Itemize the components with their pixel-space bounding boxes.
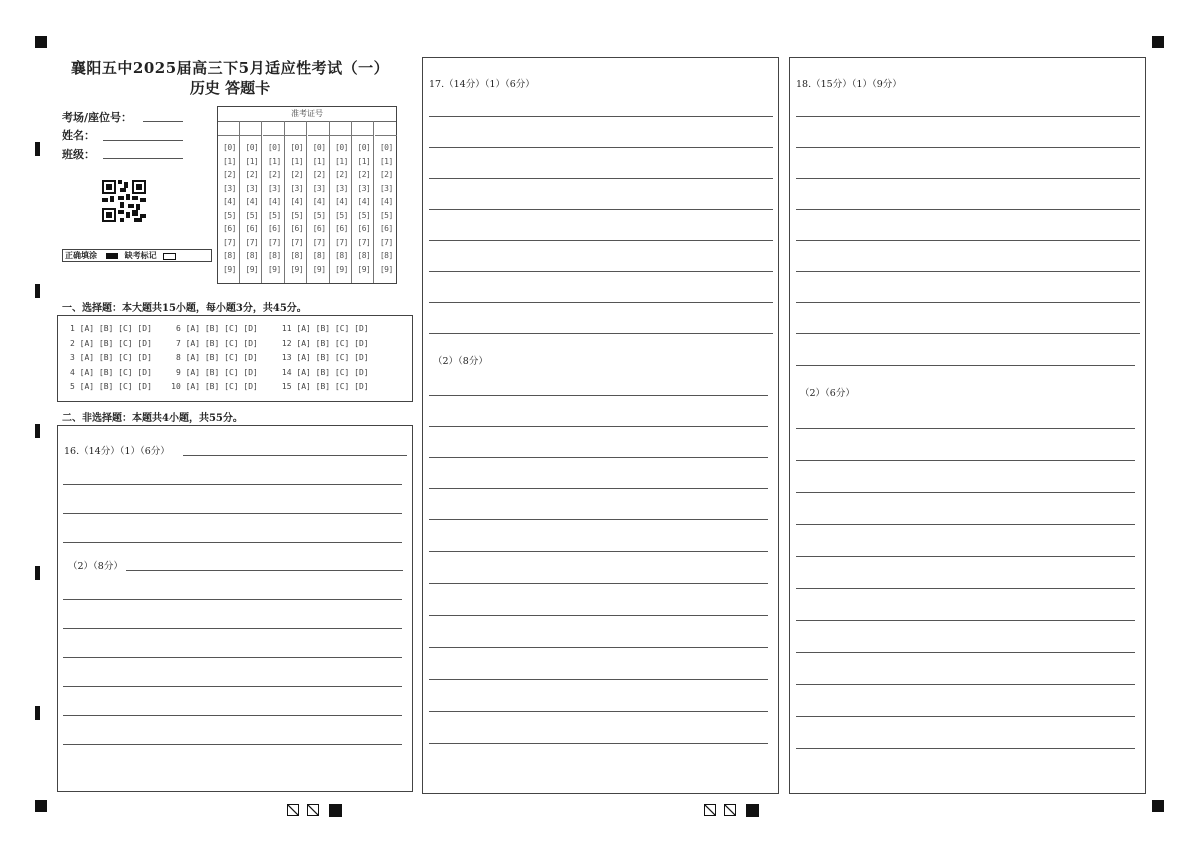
answer-line[interactable] [429, 615, 768, 616]
id-digit-bubble[interactable]: [9] [290, 264, 304, 274]
answer-line[interactable] [796, 556, 1135, 557]
id-digit-bubble[interactable]: [0] [245, 143, 259, 152]
id-digit-bubble[interactable]: [4] [223, 197, 236, 206]
answer-line[interactable] [429, 519, 768, 520]
id-digit-bubble[interactable]: [9] [267, 264, 281, 274]
qr-code [102, 180, 146, 222]
student-id-column [240, 121, 262, 283]
section1-title: 一、选择题：本大题共15小题，每小题3分，共45分。 [62, 303, 307, 314]
id-digit-bubble[interactable]: [6] [245, 224, 259, 233]
answer-line[interactable] [796, 271, 1140, 272]
answer-line[interactable] [63, 513, 402, 514]
id-digit-bubble[interactable]: [5] [245, 210, 259, 220]
id-digit-bubble[interactable]: [9] [312, 264, 326, 274]
student-id-write-cell[interactable] [330, 121, 351, 136]
id-digit-bubble[interactable]: [5] [357, 210, 371, 220]
id-digit-bubble[interactable]: [2] [379, 170, 393, 179]
section2-title: 二、非选择题：本题共4小题，共55分。 [62, 413, 243, 424]
student-id-column [218, 121, 240, 283]
page-mark-diag [287, 804, 299, 816]
id-digit-bubble[interactable]: [2] [223, 170, 236, 179]
answer-line[interactable] [796, 333, 1140, 334]
id-digit-bubble[interactable]: [7] [290, 237, 304, 247]
registration-mark [1152, 800, 1164, 812]
student-id-column [263, 121, 285, 283]
student-id-column [375, 121, 397, 283]
id-digit-bubble[interactable]: [3] [245, 183, 259, 193]
class-label: 班级： [62, 148, 95, 161]
id-digit-bubble[interactable]: [1] [245, 156, 259, 166]
answer-line[interactable] [63, 744, 402, 745]
id-digit-bubble[interactable]: [4] [267, 197, 281, 206]
student-id-write-cell[interactable] [263, 121, 284, 136]
answer-line[interactable] [796, 428, 1135, 429]
answer-line[interactable] [429, 711, 768, 712]
choice-row[interactable]: 3 [A] [B] [C] [D] 8 [A] [B] [C] [D] 13 [A] [B] [C] [D] [70, 353, 369, 362]
exam-title: 襄阳五中2025届高三下5月适应性考试（一） [70, 59, 390, 77]
id-digit-bubble[interactable]: [5] [267, 210, 281, 220]
answer-line[interactable] [796, 620, 1135, 621]
answer-line[interactable] [429, 551, 768, 552]
answer-line[interactable] [796, 240, 1140, 241]
student-id-grid [217, 106, 397, 284]
id-digit-bubble[interactable]: [0] [379, 143, 393, 152]
id-digit-bubble[interactable]: [7] [357, 237, 371, 247]
seat-label: 考场/座位号： [62, 111, 133, 124]
id-digit-bubble[interactable]: [7] [379, 237, 393, 247]
student-id-write-cell[interactable] [375, 121, 397, 136]
answer-line[interactable] [429, 743, 768, 744]
answer-line[interactable] [429, 583, 768, 584]
absent-label: 缺考标记 [124, 250, 157, 260]
answer-line[interactable] [429, 426, 768, 427]
answer-line[interactable] [796, 302, 1140, 303]
id-digit-bubble[interactable]: [9] [357, 264, 371, 274]
side-mark [35, 142, 40, 156]
choice-row[interactable]: 5 [A] [B] [C] [D] 10 [A] [B] [C] [D] 15 [A] [B] [C] [D] [70, 382, 369, 391]
exam-subtitle: 历史 答题卡 [189, 79, 271, 97]
answer-line[interactable] [429, 395, 768, 396]
side-mark [35, 706, 40, 720]
answer-line[interactable] [796, 178, 1140, 179]
student-id-column [308, 121, 330, 283]
q16-part1-label: 16.（14分）（1）（6分） [64, 446, 170, 457]
fill-legend [62, 249, 212, 262]
seat-field[interactable] [143, 121, 183, 122]
page-mark-diag [307, 804, 319, 816]
id-digit-bubble[interactable]: [7] [245, 237, 259, 247]
name-field[interactable] [103, 140, 183, 141]
id-digit-bubble[interactable]: [6] [357, 224, 371, 233]
id-digit-bubble[interactable]: [0] [223, 143, 236, 152]
answer-line[interactable] [126, 570, 403, 571]
id-digit-bubble[interactable]: [1] [335, 156, 348, 166]
answer-line[interactable] [63, 657, 402, 658]
id-digit-bubble[interactable]: [5] [379, 210, 393, 220]
id-digit-bubble[interactable]: [0] [335, 143, 348, 152]
student-id-write-cell[interactable] [352, 121, 373, 136]
registration-mark [1152, 36, 1164, 48]
answer-line[interactable] [796, 588, 1135, 589]
page-mark-diag [724, 804, 736, 816]
q16-part2-label: （2）（8分） [68, 561, 123, 572]
class-field[interactable] [103, 158, 183, 159]
id-digit-bubble[interactable]: [5] [335, 210, 348, 220]
side-mark [35, 566, 40, 580]
answer-line[interactable] [63, 715, 402, 716]
id-digit-bubble[interactable]: [8] [335, 251, 348, 260]
id-digit-bubble[interactable]: [6] [379, 224, 393, 233]
answer-line[interactable] [796, 684, 1135, 685]
id-digit-bubble[interactable]: [1] [290, 156, 304, 166]
id-digit-bubble[interactable]: [4] [335, 197, 348, 206]
id-digit-bubble[interactable]: [6] [267, 224, 281, 233]
id-digit-bubble[interactable]: [8] [379, 251, 393, 260]
id-digit-bubble[interactable]: [5] [312, 210, 326, 220]
id-digit-bubble[interactable]: [8] [267, 251, 281, 260]
answer-line[interactable] [429, 647, 768, 648]
answer-line[interactable] [796, 524, 1135, 525]
id-digit-bubble[interactable]: [1] [223, 156, 236, 166]
answer-line[interactable] [796, 460, 1135, 461]
id-digit-bubble[interactable]: [9] [379, 264, 393, 274]
id-digit-bubble[interactable]: [3] [223, 183, 236, 193]
id-digit-bubble[interactable]: [2] [312, 170, 326, 179]
id-digit-bubble[interactable]: [8] [290, 251, 304, 260]
q18-part2-label: （2）（6分） [800, 388, 855, 399]
id-digit-bubble[interactable]: [7] [223, 237, 236, 247]
id-digit-bubble[interactable]: [4] [312, 197, 326, 206]
answer-line[interactable] [429, 147, 773, 148]
registration-mark [35, 36, 47, 48]
id-digit-bubble[interactable]: [5] [223, 210, 236, 220]
id-digit-bubble[interactable]: [4] [357, 197, 371, 206]
answer-line[interactable] [796, 716, 1135, 717]
answer-line[interactable] [429, 271, 773, 272]
answer-line[interactable] [796, 492, 1135, 493]
student-id-write-cell[interactable] [218, 121, 239, 136]
id-digit-bubble[interactable]: [0] [290, 143, 304, 152]
id-digit-bubble[interactable]: [1] [312, 156, 326, 166]
student-id-write-cell[interactable] [308, 121, 329, 136]
answer-line[interactable] [63, 599, 402, 600]
multiple-choice-box [57, 315, 413, 402]
answer-box-q16 [57, 425, 413, 792]
answer-line[interactable] [429, 488, 768, 489]
id-digit-bubble[interactable]: [2] [357, 170, 371, 179]
registration-mark [35, 800, 47, 812]
id-digit-bubble[interactable]: [3] [267, 183, 281, 193]
side-mark [35, 284, 40, 298]
answer-line[interactable] [796, 116, 1140, 117]
id-digit-bubble[interactable]: [6] [335, 224, 348, 233]
q17-part2-label: （2）（8分） [433, 356, 488, 367]
side-mark [35, 424, 40, 438]
answer-line[interactable] [429, 333, 773, 334]
id-digit-bubble[interactable]: [9] [245, 264, 259, 274]
id-digit-bubble[interactable]: [3] [290, 183, 304, 193]
id-digit-bubble[interactable]: [7] [312, 237, 326, 247]
id-digit-bubble[interactable]: [9] [335, 264, 348, 274]
student-id-write-cell[interactable] [240, 121, 261, 136]
id-digit-bubble[interactable]: [1] [379, 156, 393, 166]
answer-line[interactable] [796, 652, 1135, 653]
answer-line[interactable] [429, 240, 773, 241]
id-digit-bubble[interactable]: [0] [312, 143, 326, 152]
id-digit-bubble[interactable]: [0] [267, 143, 281, 152]
id-digit-bubble[interactable]: [6] [290, 224, 304, 233]
page-mark-diag [704, 804, 716, 816]
student-id-column [352, 121, 374, 283]
answer-line[interactable] [63, 484, 402, 485]
answer-line[interactable] [796, 365, 1135, 366]
choice-row[interactable]: 4 [A] [B] [C] [D] 9 [A] [B] [C] [D] 14 [A] [B] [C] [D] [70, 367, 369, 377]
id-digit-bubble[interactable]: [0] [357, 143, 371, 152]
choice-row[interactable]: 1 [A] [B] [C] [D] 6 [A] [B] [C] [D] 11 [A] [B] [C] [D] [70, 324, 369, 333]
id-digit-bubble[interactable]: [8] [245, 251, 259, 260]
answer-line[interactable] [796, 209, 1140, 210]
id-digit-bubble[interactable]: [5] [290, 210, 304, 220]
answer-line[interactable] [429, 116, 773, 117]
correct-fill-label: 正确填涂 [65, 250, 97, 260]
id-digit-bubble[interactable]: [8] [223, 251, 236, 260]
answer-box-q18 [789, 57, 1146, 794]
id-digit-bubble[interactable]: [2] [335, 170, 348, 179]
id-digit-bubble[interactable]: [1] [357, 156, 371, 166]
id-digit-bubble[interactable]: [4] [290, 197, 304, 206]
id-digit-bubble[interactable]: [6] [223, 224, 236, 233]
student-id-write-cell[interactable] [285, 121, 306, 136]
page-mark-solid [329, 804, 342, 817]
answer-line[interactable] [796, 748, 1135, 749]
q17-part1-label: 17.（14分）（1）（6分） [429, 79, 535, 90]
id-digit-bubble[interactable]: [6] [312, 224, 326, 233]
answer-line[interactable] [429, 679, 768, 680]
q18-part1-label: 18.（15分）（1）（9分） [796, 79, 902, 90]
absent-mark-box[interactable] [163, 253, 176, 260]
student-id-column [330, 121, 352, 283]
choice-row[interactable]: 2 [A] [B] [C] [D] 7 [A] [B] [C] [D] 12 [A] [B] [C] [D] [70, 338, 369, 348]
answer-box-q17 [422, 57, 779, 794]
answer-line[interactable] [63, 628, 402, 629]
id-digit-bubble[interactable]: [9] [223, 264, 236, 274]
id-digit-bubble[interactable]: [8] [312, 251, 326, 260]
id-digit-bubble[interactable]: [7] [335, 237, 348, 247]
id-digit-bubble[interactable]: [3] [357, 183, 371, 193]
id-digit-bubble[interactable]: [2] [290, 170, 304, 179]
id-digit-bubble[interactable]: [8] [357, 251, 371, 260]
id-digit-bubble[interactable]: [7] [267, 237, 281, 247]
id-digit-bubble[interactable]: [4] [245, 197, 259, 206]
answer-line[interactable] [429, 178, 773, 179]
id-digit-bubble[interactable]: [2] [245, 170, 259, 179]
id-digit-bubble[interactable]: [3] [312, 183, 326, 193]
answer-line[interactable] [429, 302, 773, 303]
answer-line[interactable] [63, 542, 402, 543]
id-digit-bubble[interactable]: [1] [267, 156, 281, 166]
name-label: 姓名： [62, 129, 95, 142]
id-digit-bubble[interactable]: [3] [335, 183, 348, 193]
student-id-label: 准考证号 [218, 107, 396, 122]
id-digit-bubble[interactable]: [3] [379, 183, 393, 193]
id-digit-bubble[interactable]: [2] [267, 170, 281, 179]
student-id-column [285, 121, 307, 283]
answer-line[interactable] [183, 455, 407, 456]
answer-line[interactable] [429, 209, 773, 210]
page-mark-solid [746, 804, 759, 817]
answer-line[interactable] [63, 686, 402, 687]
id-digit-bubble[interactable]: [4] [379, 197, 393, 206]
answer-line[interactable] [796, 147, 1140, 148]
answer-line[interactable] [429, 457, 768, 458]
correct-fill-mark [106, 253, 118, 259]
